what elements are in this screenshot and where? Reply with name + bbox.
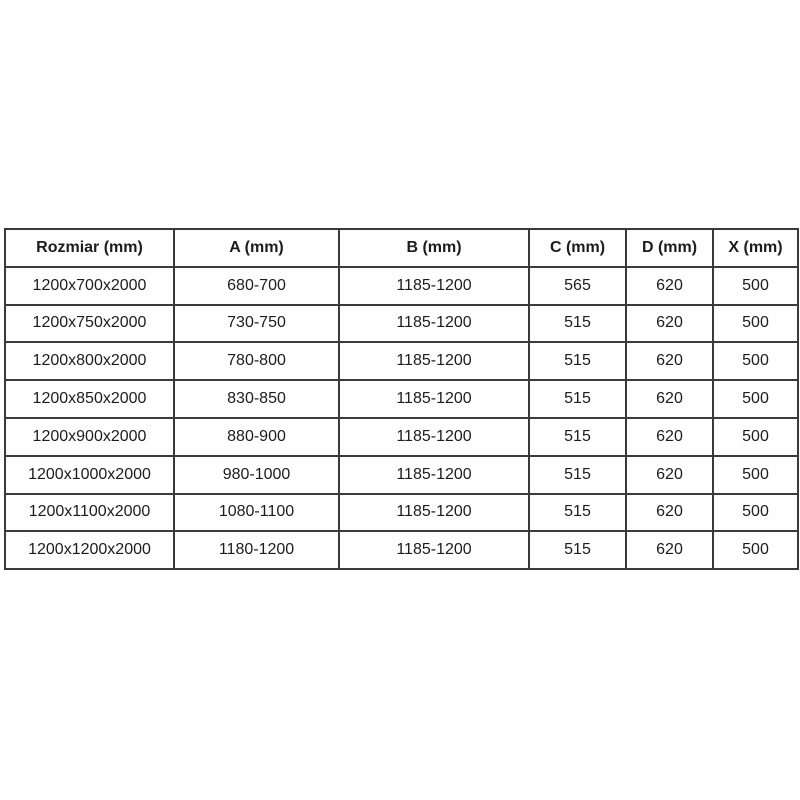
cell-d: 620 [626,456,713,494]
cell-d: 620 [626,305,713,343]
cell-rozmiar: 1200x800x2000 [5,342,174,380]
cell-c: 515 [529,456,626,494]
header-row [5,229,798,267]
cell-b: 1185-1200 [339,531,529,569]
cell-rozmiar: 1200x700x2000 [5,267,174,305]
table-row [5,342,798,380]
cell-c: 515 [529,305,626,343]
cell-c: 515 [529,531,626,569]
cell-c: 565 [529,267,626,305]
cell-c: 515 [529,418,626,456]
header-c: C (mm) [529,229,626,267]
cell-x: 500 [713,418,798,456]
header-d: D (mm) [626,229,713,267]
cell-c: 515 [529,494,626,532]
cell-d: 620 [626,380,713,418]
cell-b: 1185-1200 [339,380,529,418]
cell-x: 500 [713,456,798,494]
cell-rozmiar: 1200x1100x2000 [5,494,174,532]
cell-d: 620 [626,531,713,569]
cell-x: 500 [713,380,798,418]
cell-d: 620 [626,267,713,305]
cell-rozmiar: 1200x900x2000 [5,418,174,456]
header-a: A (mm) [174,229,339,267]
table-row [5,531,798,569]
cell-x: 500 [713,267,798,305]
header-b: B (mm) [339,229,529,267]
cell-a: 730-750 [174,305,339,343]
cell-x: 500 [713,342,798,380]
cell-c: 515 [529,342,626,380]
cell-b: 1185-1200 [339,305,529,343]
header-x: X (mm) [713,229,798,267]
header-rozmiar: Rozmiar (mm) [5,229,174,267]
cell-rozmiar: 1200x1200x2000 [5,531,174,569]
table-row [5,380,798,418]
cell-d: 620 [626,418,713,456]
cell-b: 1185-1200 [339,456,529,494]
cell-b: 1185-1200 [339,494,529,532]
cell-d: 620 [626,494,713,532]
cell-x: 500 [713,494,798,532]
dimensions-table [4,228,799,570]
cell-b: 1185-1200 [339,342,529,380]
cell-d: 620 [626,342,713,380]
cell-x: 500 [713,531,798,569]
cell-rozmiar: 1200x750x2000 [5,305,174,343]
cell-b: 1185-1200 [339,418,529,456]
cell-x: 500 [713,305,798,343]
table-row [5,305,798,343]
cell-a: 680-700 [174,267,339,305]
cell-b: 1185-1200 [339,267,529,305]
cell-c: 515 [529,380,626,418]
cell-a: 880-900 [174,418,339,456]
cell-a: 1180-1200 [174,531,339,569]
table-row [5,494,798,532]
cell-rozmiar: 1200x850x2000 [5,380,174,418]
cell-a: 830-850 [174,380,339,418]
table-row [5,267,798,305]
cell-a: 980-1000 [174,456,339,494]
cell-rozmiar: 1200x1000x2000 [5,456,174,494]
table-row [5,456,798,494]
cell-a: 1080-1100 [174,494,339,532]
table-row [5,418,798,456]
cell-a: 780-800 [174,342,339,380]
